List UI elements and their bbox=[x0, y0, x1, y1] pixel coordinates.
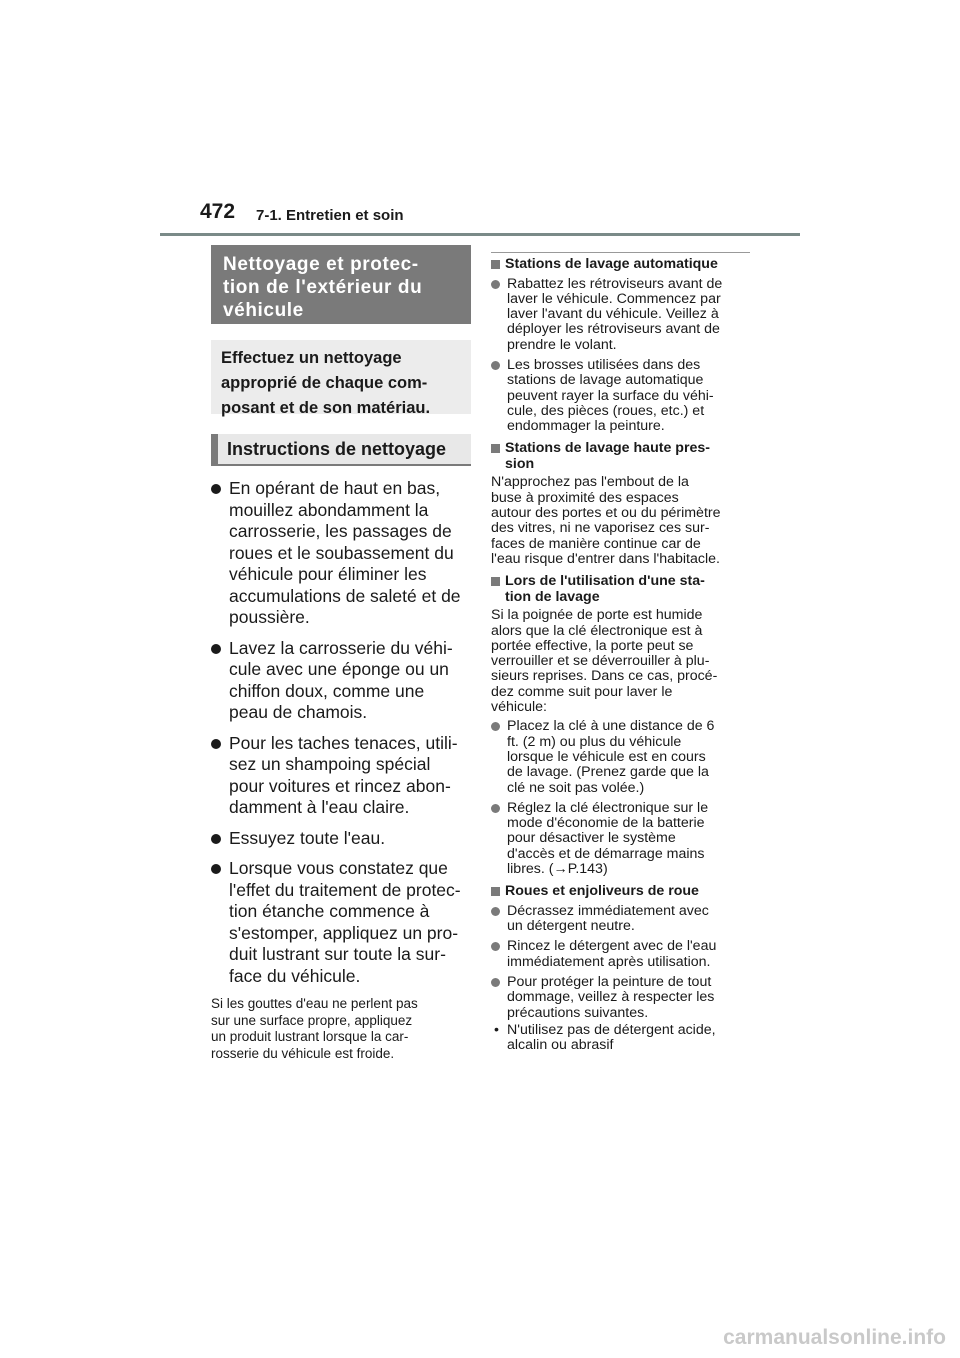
subsection-heading bbox=[491, 441, 750, 472]
list-item-line: Décrassez immédiatement avec bbox=[507, 902, 709, 919]
paragraph-line: Si la poignée de porte est humide bbox=[491, 607, 703, 624]
paragraph-line: autour des portes et ou du périmètre bbox=[491, 505, 721, 522]
list-item-line: lorsque le véhicule est en cours bbox=[507, 748, 706, 765]
subsection-heading-line: sion bbox=[505, 455, 535, 472]
list-item bbox=[491, 904, 750, 935]
intro-line: approprié de chaque com- bbox=[221, 374, 428, 392]
list-item bbox=[211, 828, 471, 850]
note-line: rosserie du véhicule est froide. bbox=[211, 1045, 395, 1061]
list-item-line: d'accès et de démarrage mains bbox=[507, 845, 705, 862]
square-bullet-icon bbox=[491, 887, 500, 896]
bullet-icon bbox=[491, 907, 500, 916]
paragraph bbox=[491, 475, 750, 567]
bullet-icon bbox=[491, 978, 500, 987]
sub-list-item bbox=[491, 1023, 750, 1054]
list-item bbox=[211, 638, 471, 724]
list-item-line: mouillez abondamment la bbox=[229, 499, 429, 520]
list-item-line: déployer les rétroviseurs avant de bbox=[507, 321, 720, 338]
bullet-icon bbox=[491, 280, 500, 289]
sub-list-item-line: N'utilisez pas de détergent acide, bbox=[507, 1021, 716, 1038]
list-item bbox=[491, 939, 750, 970]
note-line: un produit lustrant lorsque la car- bbox=[211, 1029, 409, 1044]
list-item-line: ft. (2 m) ou plus du véhicule bbox=[507, 733, 682, 750]
list-item bbox=[491, 801, 750, 877]
paragraph-line: véhicule: bbox=[491, 699, 547, 716]
bullet-icon bbox=[211, 834, 221, 844]
subsection-heading-line: Stations de lavage haute pres- bbox=[505, 440, 710, 457]
bullet-list bbox=[491, 904, 750, 1021]
bullet-icon bbox=[491, 804, 500, 813]
list-item-line: Lorsque vous constatez que bbox=[229, 858, 448, 878]
title-line: tion de l'extérieur du bbox=[223, 277, 423, 298]
list-item-line: Rabattez les rétroviseurs avant de bbox=[507, 275, 723, 292]
list-item-line: peuvent rayer la surface du véhi- bbox=[507, 387, 714, 404]
list-item-line: endommager la peinture. bbox=[507, 418, 665, 435]
list-item-line: carrosserie, les passages de bbox=[229, 521, 452, 541]
paragraph-line: des vitres, ni ne vaporisez ces sur- bbox=[491, 520, 710, 537]
paragraph-line: N'approchez pas l'embout de la bbox=[491, 474, 689, 491]
list-item-line: prendre le volant. bbox=[507, 336, 617, 353]
square-bullet-icon bbox=[491, 260, 500, 269]
instructions-heading: Instructions de nettoyage bbox=[211, 434, 471, 466]
list-item-line: Les brosses utilisées dans des bbox=[507, 356, 701, 373]
square-bullet-icon bbox=[491, 577, 500, 586]
paragraph-line: faces de manière continue car de bbox=[491, 535, 701, 552]
list-item-line: cule avec une éponge ou un bbox=[229, 659, 449, 679]
list-item-line: pour voitures et rincez abon- bbox=[229, 775, 451, 796]
list-item bbox=[491, 975, 750, 1021]
list-item-line: Lavez la carrosserie du véhi- bbox=[229, 637, 453, 658]
list-item-line: cule, des pièces (roues, etc.) et bbox=[507, 402, 705, 419]
list-item-line: dommage, veillez à respecter les bbox=[507, 989, 715, 1006]
subsection-heading-line: Roues et enjoliveurs de roue bbox=[505, 883, 699, 900]
bullet-list bbox=[491, 719, 750, 877]
list-item bbox=[211, 733, 471, 819]
note-line: sur une surface propre, appliquez bbox=[211, 1012, 413, 1028]
subsection-heading-line: Lors de l'utilisation d'une sta- bbox=[505, 573, 705, 590]
list-item-line: accumulations de saleté et de bbox=[229, 585, 461, 606]
list-item-line: libres. (→P.143) bbox=[507, 861, 608, 877]
left-note bbox=[211, 996, 471, 1062]
list-item-line: En opérant de haut en bas, bbox=[229, 478, 441, 498]
list-item bbox=[491, 358, 750, 434]
intro-line: Effectuez un nettoyage bbox=[221, 349, 402, 367]
right-column bbox=[491, 252, 750, 1053]
list-item-line: peau de chamois. bbox=[229, 702, 368, 722]
bullet-icon bbox=[491, 942, 500, 951]
list-item bbox=[491, 719, 750, 795]
header-rule bbox=[160, 233, 800, 236]
bullet-icon bbox=[491, 722, 500, 731]
bullet-icon bbox=[211, 484, 221, 494]
paragraph-line: sieurs reprises. Dans ce cas, procé- bbox=[491, 668, 718, 685]
paragraph-line: alors que la clé électronique est à bbox=[491, 622, 703, 639]
section-title-box bbox=[211, 245, 471, 324]
list-item-line: s'estomper, appliquez un pro- bbox=[229, 922, 459, 943]
paragraph-line: verrouiller et se déverrouiller à plu- bbox=[491, 653, 710, 670]
paragraph-line: buse à proximité des espaces bbox=[491, 489, 679, 506]
subsection-heading bbox=[491, 574, 750, 605]
list-item-line: l'effet du traitement de protec- bbox=[229, 879, 461, 900]
list-item-line: roues et le soubassement du bbox=[229, 542, 454, 563]
list-item bbox=[491, 277, 750, 353]
section-header: 7-1. Entretien et soin bbox=[256, 207, 404, 224]
list-item-line: Rincez le détergent avec de l'eau bbox=[507, 938, 717, 955]
sub-bullet-mark: • bbox=[494, 1021, 499, 1038]
paragraph bbox=[491, 608, 750, 715]
list-item-line: duit lustrant sur toute la sur- bbox=[229, 944, 446, 964]
list-item-line: Réglez la clé électronique sur le bbox=[507, 799, 709, 816]
list-item-line: véhicule pour éliminer les bbox=[229, 564, 427, 584]
title-line: Nettoyage et protec- bbox=[223, 254, 419, 275]
list-item-line: Pour les taches tenaces, utili- bbox=[229, 732, 458, 753]
subsection-heading bbox=[491, 257, 750, 273]
list-item-line: clé ne soit pas volée.) bbox=[507, 779, 645, 796]
intro-line: posant et de son matériau. bbox=[221, 399, 431, 417]
paragraph-line: portée effective, la porte peut se bbox=[491, 637, 694, 654]
watermark: carmanualsonline.info bbox=[723, 1326, 946, 1349]
square-bullet-icon bbox=[491, 444, 500, 453]
list-item-line: Essuyez toute l'eau. bbox=[229, 827, 386, 848]
left-column bbox=[211, 245, 471, 1062]
list-item bbox=[211, 858, 471, 987]
paragraph-line: dez comme suit pour laver le bbox=[491, 683, 673, 700]
list-item-line: précautions suivantes. bbox=[507, 1004, 649, 1021]
list-item-line: chiffon doux, comme une bbox=[229, 680, 425, 701]
list-item-line: Placez la clé à une distance de 6 bbox=[507, 718, 715, 735]
list-item-line: un détergent neutre. bbox=[507, 918, 635, 935]
list-item-line: poussière. bbox=[229, 607, 310, 627]
list-item-line: mode d'économie de la batterie bbox=[507, 815, 705, 832]
subsection-heading-line: tion de lavage bbox=[505, 588, 600, 605]
list-item-line: laver le véhicule. Commencez par bbox=[507, 290, 721, 307]
note-line: Si les gouttes d'eau ne perlent pas bbox=[211, 996, 418, 1011]
list-item-line: Pour protéger la peinture de tout bbox=[507, 973, 712, 990]
list-item bbox=[211, 478, 471, 629]
list-item-line: sez un shampoing spécial bbox=[229, 754, 431, 774]
paragraph-line: l'eau risque d'entrer dans l'habitacle. bbox=[491, 550, 720, 567]
list-item-line: laver l'avant du véhicule. Veillez à bbox=[507, 306, 719, 323]
list-item-line: de lavage. (Prenez garde que la bbox=[507, 764, 709, 781]
bullet-icon bbox=[211, 864, 221, 874]
bullet-icon bbox=[491, 361, 500, 370]
list-item-line: tion étanche commence à bbox=[229, 901, 430, 921]
list-item-line: stations de lavage automatique bbox=[507, 372, 704, 389]
sub-list-item-line: alcalin ou abrasif bbox=[507, 1037, 614, 1054]
page-number: 472 bbox=[200, 200, 236, 223]
bullet-icon bbox=[211, 644, 221, 654]
intro-box bbox=[211, 340, 471, 417]
bullet-list bbox=[491, 277, 750, 435]
subsection-heading-line: Stations de lavage automatique bbox=[505, 256, 718, 272]
list-item-line: immédiatement après utilisation. bbox=[507, 953, 711, 970]
list-item-line: face du véhicule. bbox=[229, 965, 361, 986]
bullet-icon bbox=[211, 739, 221, 749]
cleaning-instructions-list bbox=[211, 478, 471, 987]
subsection-heading bbox=[491, 884, 750, 900]
list-item-line: pour désactiver le système bbox=[507, 830, 676, 847]
list-item-line: damment à l'eau claire. bbox=[229, 797, 410, 817]
title-line: véhicule bbox=[223, 300, 304, 321]
